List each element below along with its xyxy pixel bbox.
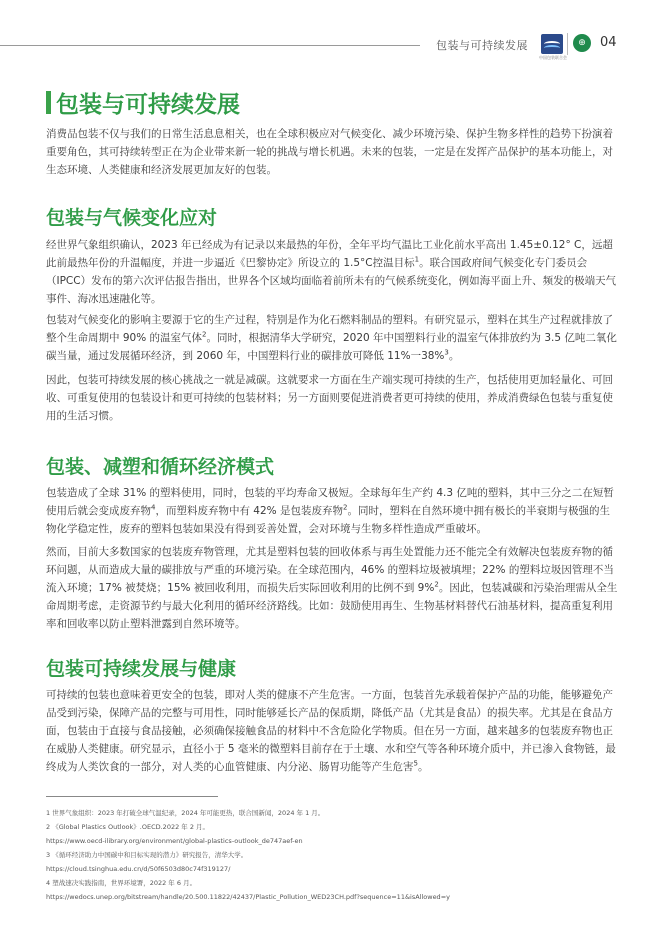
footnote-4-link[interactable]: https://wedocs.unep.org/bitstream/handle/20.500.11822/42437/Plastic_Pollution_WED23CH.pdf?sequence=11&isAllowed=y <box>46 893 450 901</box>
unep-globe-icon: ⊕ <box>573 34 591 52</box>
footnote-3-link[interactable]: https://cloud.tsinghua.edu.cn/d/50f6503d80c74f319127/ <box>46 865 231 873</box>
footnote-1: 1 世界气象组织：2023 年打破全球气温纪录，2024 年可能更热，联合国新闻，2024 年 1 月。 <box>46 809 325 817</box>
logo-caption: 中国包装联合会 <box>539 55 567 60</box>
intro-paragraph: 消费品包装不仅与我们的日常生活息息相关，也在全球积极应对气候变化、减少环境污染、保护生物多样性的趋势下扮演着重要角色，其可持续转型正在为企业带来新一轮的挑战与增长机遇。未来的包装，一定是在发挥产品保护的基本功能上，对生态环境、人类健康和经济发展更加友好的包装。 <box>46 128 613 176</box>
footnote-4: 4 塑战速决实践指南，世界环境署，2022 年 6 月。 <box>46 879 197 887</box>
footnote-2-link[interactable]: https://www.oecd-ilibrary.org/environment/global-plastics-outlook_de747aef-en <box>46 837 303 845</box>
section-heading-climate: 包装与气候变化应对 <box>46 207 218 229</box>
section-heading-circular: 包装、减塑和循环经济模式 <box>46 456 275 478</box>
section-heading-health: 包装可持续发展与健康 <box>46 658 237 680</box>
footnote-rule <box>46 796 218 797</box>
page-title: 包装与可持续发展 <box>56 92 240 118</box>
footnotes <box>46 806 626 904</box>
footnote-2: 2 《Global Plastics Outlook》.OECD.2022 年 2 月。 <box>46 823 210 831</box>
climate-paragraph-1: 经世界气象组织确认，2023 年已经成为有记录以来最热的年份，全年平均气温比工业化前水平高出 1.45±0.12° C，远超此前最热年份的升温幅度，并进一步逼近《巴黎协定》所设立的 1.5°C控温目标$^1$。联合国政府间气候变化专门委员会（IPCC）发布的第六次评估报告指出，世界各个区域均面临着前所未有的气候系统变化，例如海平面上升、频发的极端天气事件、海冰迅速融化等。 <box>46 239 617 305</box>
title-accent-bar <box>46 91 51 114</box>
header-rule <box>0 45 420 46</box>
circular-paragraph-1: 包装造成了全球 31% 的塑料使用，同时，包装的平均寿命又极短。全球每年生产约 4.3 亿吨的塑料，其中三分之二在短暂使用后就会变成废弃物$^4$，而塑料废弃物中有 42% 是包装废弃物$^2$。同时，塑料在自然环境中拥有极长的半衰期与极强的生物化学稳定性，废弃的塑料包装如果没有得到妥善处置，会对环境与生物多样性造成严重破坏。 <box>46 487 614 535</box>
page-header <box>0 0 665 80</box>
climate-paragraph-2: 包装对气候变化的影响主要源于它的生产过程，特别是作为化石燃料制品的塑料。有研究显示，塑料在其生产过程就排放了整个生命周期中 90% 的温室气体$^2$。同时，根据清华大学研究，2020 年中国塑料行业的温室气体排放约为 3.5 亿吨二氧化碳当量，通过发展循环经济，到 2060 年，中国塑料行业的碳排放可降低 11%一38%$^3$。 <box>46 314 617 362</box>
circular-paragraph-2: 然而，目前大多数国家的包装废弃物管理，尤其是塑料包装的回收体系与再生处置能力还不能完全有效解决包装废弃物的循环问题，从而造成大量的碳排放与严重的环境污染。在全球范围内，46% 的塑料垃圾被填埋；22% 的塑料垃圾因管理不当流入环境；17% 被焚烧；15% 被回收利用，而损失后实际回收利用的比例不到 9%$^2$。因此，包装减碳和污染治理需从全生命周期考虑，走资源节约与最大化利用的循环经济路线。比如：鼓励使用再生、生物基材料替代石油基材料，提高重复利用率和回收率以防止塑料泄露到自然环境等。 <box>46 546 618 630</box>
health-paragraph-1: 可持续的包装也意味着更安全的包装，即对人类的健康不产生危害。一方面，包装首先承载着保护产品的功能，能够避免产品受到污染，保障产品的完整与可用性，同时能够延长产品的保质期，降低产品（尤其是食品）的损失率。尤其是在食品方面，包装由于直接与食品接触，必须确保接触食品的材料中不含危险化学物质。但在另一方面，越来越多的包装废弃物也正在威胁人类健康。研究显示，直径小于 5 毫米的微塑料目前存在于土壤、水和空气等各种环境介质中，并已渗入食物链，最终成为人类饮食的一部分，对人类的心血管健康、内分泌、肠胃功能等产生危害$^5$。 <box>46 689 616 773</box>
logo-divider <box>567 33 568 55</box>
cpf-logo-icon <box>541 34 563 54</box>
running-section-title: 包装与可持续发展 <box>436 39 528 52</box>
climate-paragraph-3: 因此，包装可持续发展的核心挑战之一就是减碳。这就要求一方面在生产端实现可持续的生产，包括使用更加轻量化、可回收、可重复使用的包装设计和更可持续的包装材料；另一方面则要促进消费者更可持续的使用，养成消费绿色包装与重复使用的生活习惯。 <box>46 374 613 422</box>
footnote-3: 3 《循环经济助力中国碳中和目标实现的潜力》研究报告，清华大学。 <box>46 851 248 859</box>
page-number: 04 <box>600 35 617 50</box>
